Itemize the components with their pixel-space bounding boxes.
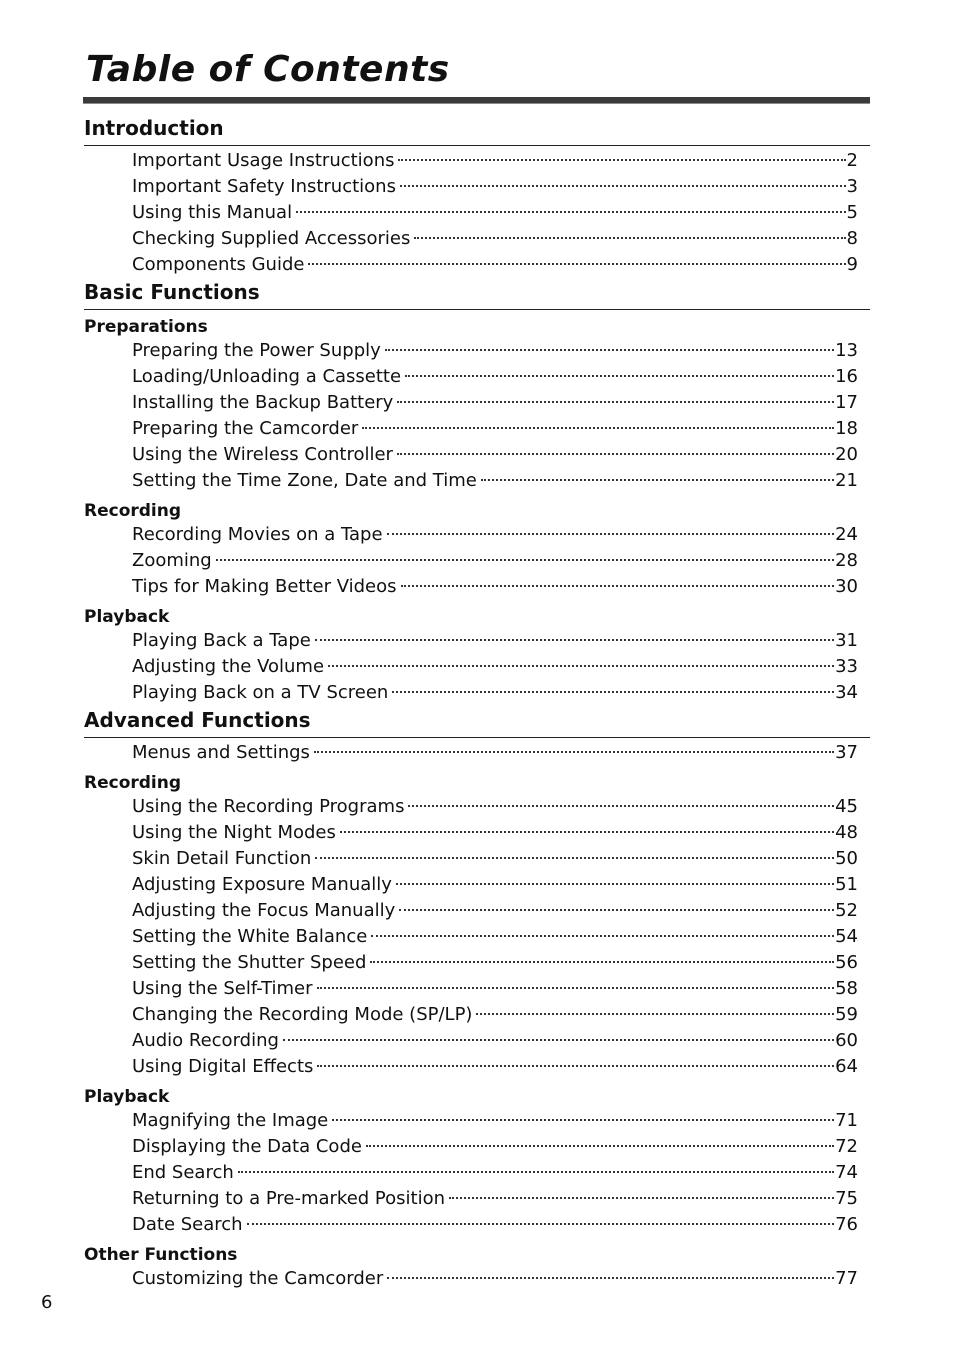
group-heading: Preparations (84, 317, 208, 337)
toc-entry-page: 58 (835, 978, 858, 999)
toc-entry (132, 468, 858, 494)
dot-leader (476, 1013, 834, 1015)
toc-entry (132, 872, 858, 898)
toc-entry (132, 820, 858, 846)
toc-entry (132, 252, 858, 278)
toc-entry-label: Magnifying the Image (132, 1110, 329, 1131)
toc-entry (132, 200, 858, 226)
section-heading: Introduction (84, 114, 870, 146)
dot-leader (405, 375, 834, 377)
toc-entry (132, 1266, 858, 1292)
toc-entry-page: 18 (835, 418, 858, 439)
toc-entry-label: Returning to a Pre-marked Position (132, 1188, 445, 1209)
dot-leader (332, 1119, 834, 1121)
toc-entry-page: 51 (835, 874, 858, 895)
toc-entry-label: Adjusting Exposure Manually (132, 874, 392, 895)
toc-entry-label: Using the Recording Programs (132, 796, 405, 817)
toc-entry-label: Menus and Settings (132, 742, 310, 763)
dot-leader (387, 533, 835, 535)
toc-entry-page: 31 (835, 630, 858, 651)
toc-entry-page: 33 (835, 656, 858, 677)
toc-entry (132, 846, 858, 872)
toc-entry (132, 740, 858, 766)
dot-leader (397, 453, 834, 455)
dot-leader (362, 427, 834, 429)
group-heading: Other Functions (84, 1245, 238, 1265)
toc-entry-label: End Search (132, 1162, 234, 1183)
dot-leader (315, 639, 834, 641)
dot-leader (283, 1039, 834, 1041)
toc-entry-page: 21 (835, 470, 858, 491)
group-heading: Playback (84, 607, 170, 627)
dot-leader (317, 987, 835, 989)
toc-entry-label: Important Usage Instructions (132, 150, 395, 171)
toc-entry-label: Setting the Time Zone, Date and Time (132, 470, 477, 491)
toc-entry (132, 226, 858, 252)
toc-entry (132, 548, 858, 574)
toc-entry (132, 898, 858, 924)
toc-entry-page: 28 (835, 550, 858, 571)
dot-leader (397, 401, 834, 403)
toc-entry (132, 1134, 858, 1160)
toc-entry-label: Adjusting the Volume (132, 656, 325, 677)
toc-entry (132, 416, 858, 442)
toc-entry (132, 976, 858, 1002)
toc-entry (132, 1002, 858, 1028)
toc-entry (132, 390, 858, 416)
toc-entry-page: 71 (835, 1110, 858, 1131)
toc-entry-label: Preparing the Camcorder (132, 418, 359, 439)
toc-entry-label: Audio Recording (132, 1030, 279, 1051)
dot-leader (340, 831, 834, 833)
section-heading: Basic Functions (84, 278, 870, 310)
toc-entry (132, 1186, 858, 1212)
toc-entry-page: 5 (846, 202, 858, 223)
toc-entry-page: 20 (835, 444, 858, 465)
toc-entry-page: 24 (835, 524, 858, 545)
dot-leader (366, 1145, 834, 1147)
toc-entry-label: Tips for Making Better Videos (132, 576, 397, 597)
toc-entry-label: Using Digital Effects (132, 1056, 314, 1077)
toc-entry-label: Loading/Unloading a Cassette (132, 366, 402, 387)
toc-entry (132, 338, 858, 364)
dot-leader (396, 883, 834, 885)
dot-leader (398, 159, 845, 161)
toc-entry-page: 64 (835, 1056, 858, 1077)
toc-section (84, 278, 870, 706)
toc-entry-page: 9 (846, 254, 858, 275)
toc-entry-page: 45 (835, 796, 858, 817)
group-heading: Playback (84, 1087, 170, 1107)
dot-leader (216, 559, 834, 561)
toc-entry-label: Checking Supplied Accessories (132, 228, 411, 249)
toc-entry-label: Setting the Shutter Speed (132, 952, 367, 973)
toc-entry (132, 1212, 858, 1238)
page-number: 6 (41, 1292, 53, 1313)
dot-leader (392, 691, 834, 693)
toc-entry-page: 17 (835, 392, 858, 413)
toc-entry (132, 924, 858, 950)
dot-leader (400, 185, 846, 187)
toc-entry (132, 574, 858, 600)
group-heading: Recording (84, 501, 182, 521)
toc-entry-label: Setting the White Balance (132, 926, 368, 947)
toc-entry-list (84, 628, 870, 706)
dot-leader (308, 263, 845, 265)
dot-leader (317, 1065, 834, 1067)
dot-leader (408, 805, 834, 807)
toc-entry-page: 74 (835, 1162, 858, 1183)
toc-entry (132, 680, 858, 706)
dot-leader (315, 857, 834, 859)
title-rule (83, 97, 870, 104)
toc-entry (132, 1108, 858, 1134)
toc-section (84, 706, 870, 1292)
toc-entry-page: 59 (835, 1004, 858, 1025)
toc-entry (132, 1160, 858, 1186)
dot-leader (371, 935, 834, 937)
toc-entry-page: 56 (835, 952, 858, 973)
dot-leader (238, 1171, 834, 1173)
toc-entry-page: 37 (835, 742, 858, 763)
toc-entry-page: 72 (835, 1136, 858, 1157)
toc-entry-label: Changing the Recording Mode (SP/LP) (132, 1004, 473, 1025)
dot-leader (247, 1223, 835, 1225)
table-of-contents (84, 114, 870, 1292)
toc-entry (132, 654, 858, 680)
toc-entry-label: Important Safety Instructions (132, 176, 396, 197)
toc-entry-list (84, 1266, 870, 1292)
toc-entry-page: 16 (835, 366, 858, 387)
section-heading: Advanced Functions (84, 706, 870, 738)
toc-entry (132, 522, 858, 548)
toc-entry (132, 628, 858, 654)
dot-leader (449, 1197, 834, 1199)
toc-entry-page: 54 (835, 926, 858, 947)
toc-entry-page: 13 (835, 340, 858, 361)
page-title: Table of Contents (86, 49, 450, 90)
dot-leader (314, 751, 834, 753)
toc-entry-page: 77 (835, 1268, 858, 1289)
toc-entry-page: 52 (835, 900, 858, 921)
toc-entry-label: Recording Movies on a Tape (132, 524, 383, 545)
toc-entry-page: 48 (835, 822, 858, 843)
toc-entry-page: 3 (846, 176, 858, 197)
toc-entry-label: Installing the Backup Battery (132, 392, 394, 413)
toc-entry (132, 794, 858, 820)
toc-entry-label: Date Search (132, 1214, 243, 1235)
toc-entry-label: Customizing the Camcorder (132, 1268, 384, 1289)
toc-entry-list (84, 148, 870, 278)
toc-entry-list (84, 794, 870, 1080)
toc-entry (132, 950, 858, 976)
toc-entry-label: Using the Self-Timer (132, 978, 313, 999)
dot-leader (370, 961, 834, 963)
dot-leader (481, 479, 834, 481)
toc-entry-label: Using the Wireless Controller (132, 444, 393, 465)
toc-entry-page: 50 (835, 848, 858, 869)
toc-entry-label: Displaying the Data Code (132, 1136, 362, 1157)
toc-entry-label: Adjusting the Focus Manually (132, 900, 396, 921)
toc-entry-page: 60 (835, 1030, 858, 1051)
toc-entry-list (84, 338, 870, 494)
toc-entry-page: 2 (846, 150, 858, 171)
toc-entry-list (84, 522, 870, 600)
toc-entry-label: Using the Night Modes (132, 822, 336, 843)
toc-entry-list (84, 1108, 870, 1238)
toc-entry-list (84, 740, 870, 766)
toc-entry-label: Preparing the Power Supply (132, 340, 381, 361)
dot-leader (385, 349, 834, 351)
toc-entry (132, 1028, 858, 1054)
toc-entry-page: 75 (835, 1188, 858, 1209)
dot-leader (296, 211, 845, 213)
toc-entry-page: 34 (835, 682, 858, 703)
toc-entry (132, 442, 858, 468)
toc-entry-page: 76 (835, 1214, 858, 1235)
toc-entry-label: Zooming (132, 550, 212, 571)
toc-entry (132, 364, 858, 390)
toc-entry (132, 148, 858, 174)
dot-leader (414, 237, 845, 239)
toc-entry-label: Skin Detail Function (132, 848, 312, 869)
toc-entry (132, 1054, 858, 1080)
toc-entry-label: Using this Manual (132, 202, 293, 223)
toc-entry-page: 30 (835, 576, 858, 597)
toc-entry-label: Playing Back on a TV Screen (132, 682, 389, 703)
toc-entry-label: Components Guide (132, 254, 305, 275)
dot-leader (387, 1277, 834, 1279)
toc-entry-page: 8 (846, 228, 858, 249)
toc-section (84, 114, 870, 278)
dot-leader (328, 665, 834, 667)
group-heading: Recording (84, 773, 182, 793)
toc-entry (132, 174, 858, 200)
dot-leader (401, 585, 835, 587)
toc-entry-label: Playing Back a Tape (132, 630, 311, 651)
dot-leader (399, 909, 834, 911)
